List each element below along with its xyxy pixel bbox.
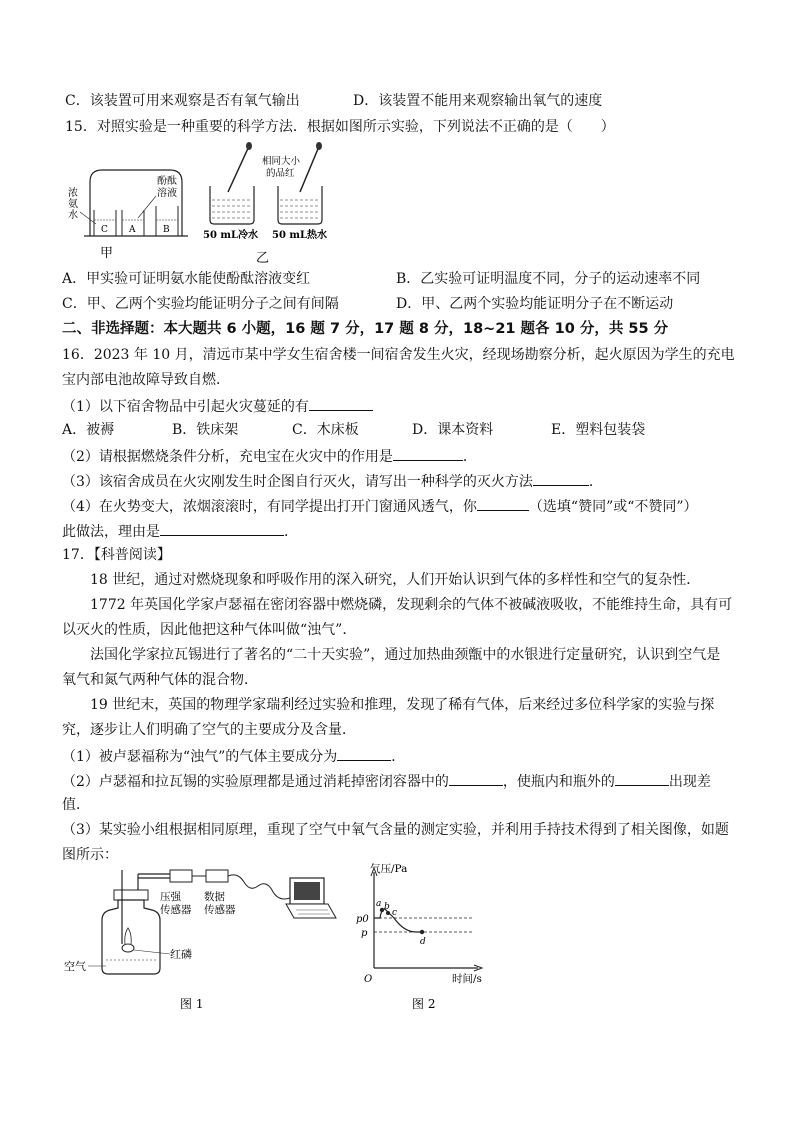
q17-part2-cont: 值． [62,797,90,813]
q17-para4-line1: 19 世纪末，英国的物理学家瑞利经过实验和推理，发现了稀有气体，后来经过多位科学家的实验与探 [90,697,715,713]
q16-part4-text: （4）在火势变大，浓烟滚滚时，有同学提出打开门窗通风透气，你 [62,499,477,515]
q16-choice-a: A．被褥 [62,422,115,438]
q16-part4-reason-text: 此做法，理由是 [62,524,160,540]
q17-part1-end: ． [391,749,406,765]
q17-part2-blank1[interactable] [449,771,503,786]
phenolphthalein-label-2: 溶液 [157,188,177,199]
q16-choice-b: B．铁床架 [172,422,239,438]
q16-part2 [62,446,477,466]
q17-part2-mid: ，使瓶内和瓶外的 [502,774,615,790]
time-axis-label: 时间/s [452,973,482,985]
q17-para4-line2: 究，逐步让人们明确了空气的主要成分及含量． [62,722,356,738]
q16-part4-reason-blank[interactable] [160,521,284,536]
beaker-c-label: C [101,225,108,235]
q16-choice-d: D．课本资料 [412,422,494,438]
q16-part1-blank[interactable] [309,396,373,411]
q15-option-d: D．甲、乙两个实验均能证明分子在不断运动 [396,296,674,312]
q16-part2-text: （2）请根据燃烧条件分析，充电宝在火灾中的作用是 [62,449,393,465]
q17-para3-line1: 法国化学家拉瓦锡进行了著名的“二十天实验”，通过加热曲颈甑中的水银进行定量研究，认识到空气是 [90,647,721,663]
q14-option-c: C．该装置可用来观察是否有氧气输出 [65,93,300,109]
q16-part3-blank[interactable] [533,471,589,486]
q17-para3-line2: 氧气和氮气两种气体的混合物． [62,672,258,688]
air-label: 空气 [64,960,86,973]
section-2-heading: 二、非选择题：本大题共 6 小题，16 题 7 分，17 题 8 分，18~21 题各 10 分，共 55 分 [62,321,669,337]
point-d-label: d [420,937,426,947]
q15-figure-jia [62,140,192,260]
q16-choice-e: E．塑料包装袋 [551,422,646,438]
q16-part3-text: （3）该宿舍成员在火灾刚发生时企图自行灭火，请写出一种科学的灭火方法 [62,474,533,490]
q16-part1-text: （1）以下宿舍物品中引起火灾蔓延的有 [62,399,309,415]
q16-part4-reason-end: ． [284,524,298,540]
q16-part4 [62,496,698,516]
pressure-sensor-label-2: 传感器 [160,904,192,916]
q17-part2-tail: 出现差 [668,774,711,790]
q16-part4-reason [62,521,298,541]
q16-choice-c: C．木床板 [292,422,359,438]
red-phosphorus-label: 红磷 [170,948,192,961]
q16-part1 [62,396,373,416]
q16-stem-line2: 宝内部电池故障导致自燃． [62,372,230,388]
q16-part4-choice: （选填“赞同”或“不赞同”） [528,499,698,515]
pressure-axis-label: 气压/Pa [370,863,408,875]
q17-para2-line1: 1772 年英国化学家卢瑟福在密闭容器中燃烧磷，发现剩余的气体不被碱液吸收，不能维持生命，具有可 [90,597,733,613]
q17-part2-blank2[interactable] [615,771,669,786]
origin-label: O [364,974,373,985]
p0-label: p0 [356,914,369,925]
q15-option-c: C．甲、乙两个实验均能证明分子之间有间隔 [62,296,339,312]
q16-part2-blank[interactable] [393,446,463,461]
q17-part2 [62,771,711,791]
q16-part4-blank[interactable] [477,496,529,511]
q17-part1-blank[interactable] [337,746,391,761]
q17-title: 17．【科普阅读】 [62,547,171,563]
q15-option-a: A．甲实验可证明氨水能使酚酞溶液变红 [62,271,311,287]
q15-stem: 15．对照实验是一种重要的科学方法．根据如图所示实验，下列说法不正确的是（ ） [65,119,615,135]
q17-part3-line2: 图所示： [62,847,118,863]
q15-figure-yi [200,136,340,266]
figure-1-caption: 图 1 [180,997,204,1011]
q17-figure-1 [62,860,362,1020]
q16-part3-end: ． [588,474,603,490]
ammonia-label-3: 水 [68,210,78,221]
ammonia-label-1: 浓 [68,188,78,199]
figure-yi-caption: 乙 [256,251,270,266]
figure-2-caption: 图 2 [412,997,436,1011]
point-b-label: b [384,902,390,912]
beaker-b-label: B [163,225,170,235]
data-sensor-label-1: 数据 [204,891,225,903]
pressure-sensor-label-1: 压强 [160,891,181,903]
phenolphthalein-label-1: 酚酞 [157,176,177,187]
ammonia-label-2: 氨 [68,199,78,210]
q17-part2-text: （2）卢瑟福和拉瓦锡的实验原理都是通过消耗掉密闭容器中的 [62,774,449,790]
q16-part3 [62,471,603,491]
cold-water-label: 50 mL冷水 [203,230,259,241]
point-c-label: c [392,908,398,918]
q14-option-d: D．该装置不能用来观察输出氧气的速度 [353,93,603,109]
hot-water-label: 50 mL热水 [272,230,328,241]
q17-part3-line1: （3）某实验小组根据相同原理，重现了空气中氧气含量的测定实验，并利用手持技术得到了相关图像，如题 [62,822,729,838]
q15-option-b: B．乙实验可证明温度不同，分子的运动速率不同 [396,271,701,287]
q17-para2-line2: 以灭火的性质，因此他把这种气体叫做“浊气”． [62,622,357,638]
point-a-label: a [376,899,382,909]
q17-figure-2 [354,860,494,1020]
q17-part1 [62,746,405,766]
pinkred-label-1: 相同大小 [262,156,301,167]
q16-part2-end: ． [462,449,477,465]
q16-stem-line1: 16．2023 年 10 月，清远市某中学女生宿舍楼一间宿舍发生火灾，经现场勘察分析，起火原因为学生的充电 [62,347,735,363]
q17-part1-text: （1）被卢瑟福称为“浊气”的气体主要成分为 [62,749,338,765]
beaker-a-label: A [129,225,136,235]
p-label: p [361,928,368,939]
figure-jia-caption: 甲 [100,246,114,260]
data-sensor-label-2: 传感器 [204,904,236,916]
q17-para1: 18 世纪，通过对燃烧现象和呼吸作用的深入研究，人们开始认识到气体的多样性和空气的复杂性． [90,572,701,588]
pinkred-label-2: 的品红 [266,168,295,179]
